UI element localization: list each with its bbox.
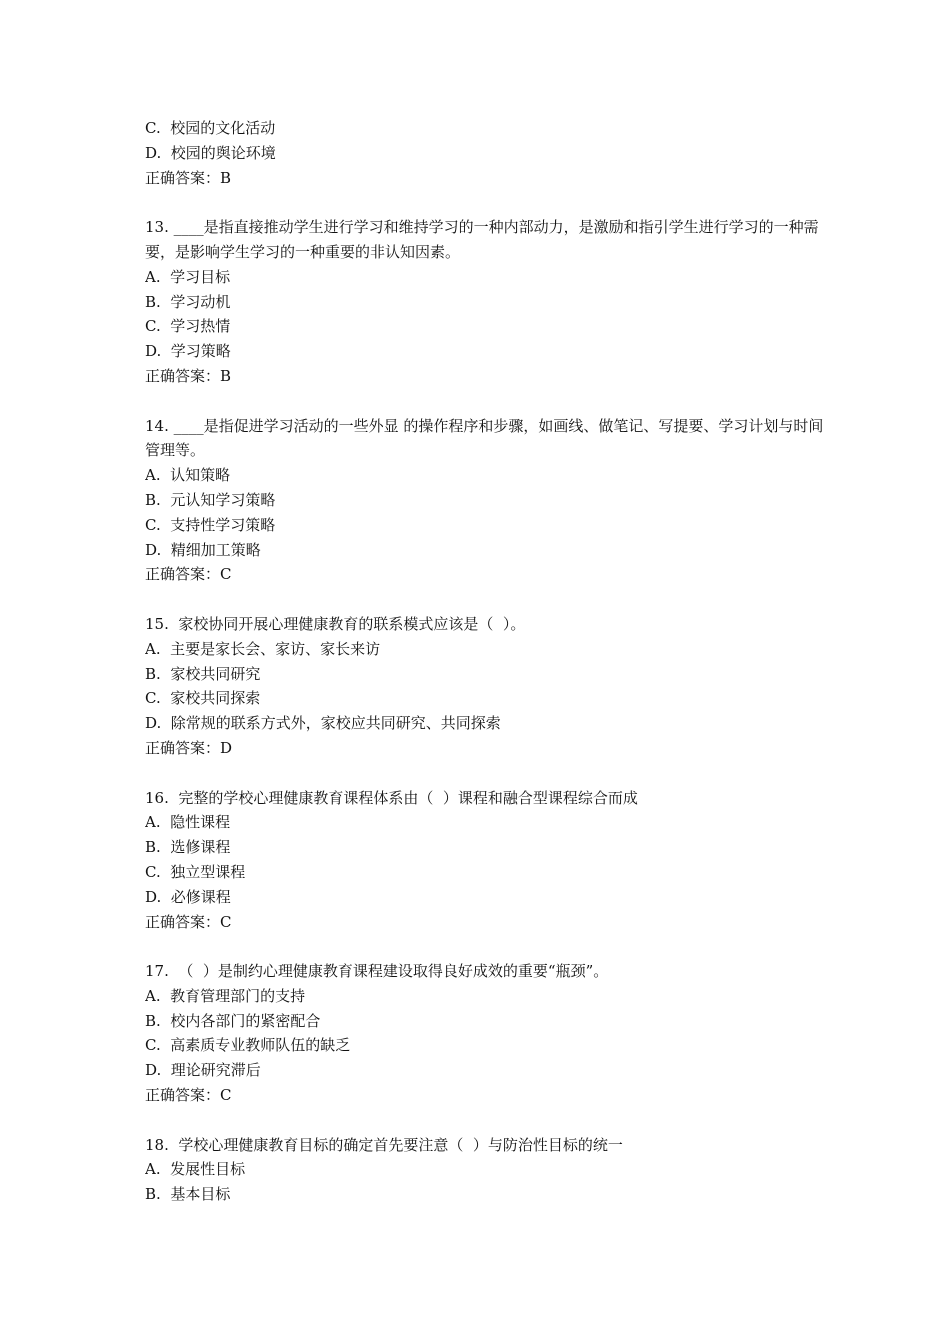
question-stem: 14. ____是指促进学习活动的一些外显 的操作程序和步骤，如画线、做笔记、写提要、学习计划与时间管理等。 (145, 416, 824, 460)
option-c: C. 支持性学习策略 (145, 515, 276, 534)
spacer (145, 389, 825, 414)
option-a: A. 主要是家长会、家访、家长来访 (145, 639, 381, 658)
question-13 (145, 215, 825, 389)
option-a: A. 认知策略 (145, 466, 231, 485)
question-18 (145, 1133, 825, 1207)
option-d: D. 校园的舆论环境 (145, 143, 276, 162)
option-b: B. 校内各部门的紧密配合 (145, 1011, 321, 1030)
option-a: A. 隐性课程 (145, 813, 231, 832)
option-b: B. 选修课程 (145, 838, 231, 857)
question-16 (145, 786, 825, 935)
spacer (145, 190, 825, 215)
option-a: A. 教育管理部门的支持 (145, 986, 306, 1005)
question-stem: 18. 学校心理健康教育目标的确定首先要注意（ ）与防治性目标的统一 (145, 1135, 623, 1154)
option-b: B. 元认知学习策略 (145, 490, 276, 509)
question-stem: 17. （ ）是制约心理健康教育课程建设取得良好成效的重要“瓶颈”。 (145, 962, 609, 981)
option-d: D. 学习策略 (145, 342, 231, 361)
spacer (145, 934, 825, 959)
option-b: B. 家校共同研究 (145, 664, 261, 683)
option-c: C. 独立型课程 (145, 862, 246, 881)
question-stem: 15. 家校协同开展心理健康教育的联系模式应该是（ ）。 (145, 614, 526, 633)
question-fragment (145, 116, 825, 190)
option-d: D. 必修课程 (145, 887, 231, 906)
option-d: D. 理论研究滞后 (145, 1061, 261, 1080)
answer-line: 正确答案：B (145, 366, 232, 385)
option-d: D. 除常规的联系方式外，家校应共同研究、共同探索 (145, 714, 501, 733)
question-stem: 13. ____是指直接推动学生进行学习和维持学习的一种内部动力，是激励和指引学生进行学习的一种需要，是影响学生学习的一种重要的非认知因素。 (145, 218, 819, 261)
question-17 (145, 959, 825, 1108)
question-14 (145, 414, 825, 588)
answer-line: 正确答案：D (145, 738, 233, 757)
spacer (145, 761, 825, 786)
option-c: C. 学习热情 (145, 317, 231, 336)
answer-line: 正确答案：C (145, 1086, 232, 1105)
option-c: C. 家校共同探索 (145, 689, 261, 708)
option-b: B. 学习动机 (145, 292, 231, 311)
option-d: D. 精细加工策略 (145, 540, 261, 559)
answer-line: 正确答案：C (145, 565, 232, 584)
option-a: A. 学习目标 (145, 267, 231, 286)
document-page (145, 116, 825, 1207)
question-15 (145, 612, 825, 761)
option-a: A. 发展性目标 (145, 1160, 246, 1179)
option-c: C. 高素质专业教师队伍的缺乏 (145, 1036, 351, 1055)
spacer (145, 587, 825, 612)
question-stem: 16. 完整的学校心理健康教育课程体系由（ ）课程和融合型课程综合而成 (145, 788, 638, 807)
option-c: C. 校园的文化活动 (145, 119, 276, 137)
answer-line: 正确答案：C (145, 912, 232, 931)
answer-line: 正确答案：B (145, 168, 232, 187)
spacer (145, 1108, 825, 1133)
option-b: B. 基本目标 (145, 1185, 231, 1204)
